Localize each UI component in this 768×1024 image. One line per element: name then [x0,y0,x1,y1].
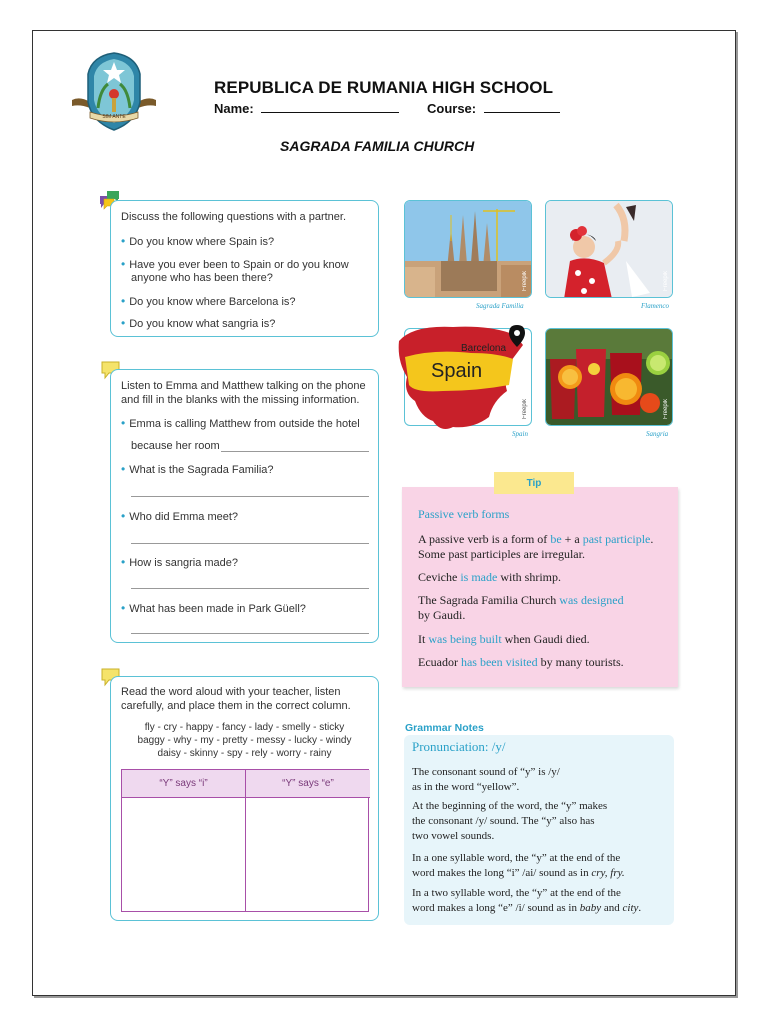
listening-question: • Who did Emma meet? [121,509,239,523]
caption-sagrada-familia: Sagrada Familia [476,302,524,310]
grammar-paragraph: The consonant sound of “y” is /y/ as in the word “yellow”. [412,766,560,793]
photo-flamenco [545,200,673,298]
listening-box [110,369,379,643]
photo-credit: Freepik [663,398,669,419]
listening-question: • Emma is calling Matthew from outside the hotel [121,416,360,430]
document-title: SAGRADA FAMILIA CHURCH [280,138,475,154]
discussion-box [110,200,379,337]
listening-question-continued: because her room [131,440,220,452]
pronunciation-instruction: Read the word aloud with your teacher, listen carefully, and place them in the correct column. [121,686,351,712]
tip-example: Ecuador has been visited by many tourists. [418,655,624,669]
discussion-question: • Do you know where Barcelona is? [121,294,296,308]
listening-question: • What has been made in Park Güell? [121,601,306,615]
tip-card [402,487,678,687]
listening-instruction: Listen to Emma and Matthew talking on the phone and fill in the blanks with the missing information. [121,380,366,406]
course-blank[interactable] [484,101,560,113]
school-logo-emblem [70,50,158,132]
grammar-notes-card [404,735,674,925]
photo-credit: Freepik [522,270,528,291]
spain-map-illustration [393,321,533,433]
grammar-paragraph: In a one syllable word, the “y” at the end of the word makes the long “i” /ai/ sound as in cry, fry. [412,852,625,879]
sagrada-familia-illustration [405,201,532,298]
caption-flamenco: Flamenco [641,302,669,310]
name-course-line [214,101,560,116]
tip-heading: Passive verb forms [418,507,510,521]
word-list: fly - cry - happy - fancy - lady - smelly - sticky baggy - why - my - pretty - messy - lucky - windy daisy - skinny - spy - rely - worry - rainy [137,722,352,759]
discussion-question: • Have you ever been to Spain or do you know [121,257,349,271]
listening-question: • What is the Sagrada Familia? [121,462,274,476]
answer-line[interactable] [221,451,369,452]
name-blank[interactable] [261,101,399,113]
school-name: REPUBLICA DE RUMANIA HIGH SCHOOL [214,78,554,97]
grammar-paragraph: At the beginning of the word, the “y” makes the consonant /y/ sound. The “y” also has two vowel sounds. [412,800,608,842]
tip-example: Ceviche is made with shrimp. [418,570,561,584]
photo-spain-map [404,328,532,426]
discussion-question: • Do you know what sangria is? [121,316,276,330]
caption-spain: Spain [512,430,528,438]
y-sound-table [121,769,369,912]
discussion-instruction: Discuss the following questions with a partner. [121,211,347,223]
answer-line[interactable] [131,543,369,544]
caption-sangria: Sangria [646,430,669,438]
sangria-illustration [546,329,673,426]
flamenco-dancer-illustration [546,201,673,298]
y-says-i-cell[interactable] [122,799,245,912]
pronunciation-box [110,676,379,921]
photo-credit: Freepik [663,270,669,291]
tip-label: Tip [494,472,574,494]
answer-line[interactable] [131,588,369,589]
grammar-notes-label: Grammar Notes [405,722,484,734]
map-city-label: Barcelona [461,343,507,354]
column-header-y-says-i: “Y” says “i” [122,770,245,798]
tip-rule: A passive verb is a form of be + a past participle. Some past participles are irregular. [418,532,654,561]
answer-line[interactable] [131,496,369,497]
listening-question: • How is sangria made? [121,555,239,569]
photo-sagrada-familia [404,200,532,298]
name-label: Name: [214,101,254,116]
column-header-y-says-e: “Y” says “e” [246,770,370,798]
tip-example: The Sagrada Familia Church was designed by Gaudi. [418,593,624,622]
photo-credit: Freepik [522,398,528,419]
tip-example: It was being built when Gaudi died. [418,632,590,646]
discussion-question: • Do you know where Spain is? [121,234,275,248]
logo-banner-text: SIM ANTE [102,114,126,120]
discussion-question-continued: anyone who has been there? [131,272,273,284]
y-says-e-cell[interactable] [246,799,369,912]
grammar-paragraph: In a two syllable word, the “y” at the end of the word makes a long “e” /i/ sound as in baby and city. [412,887,642,914]
answer-line[interactable] [131,633,369,634]
photo-sangria [545,328,673,426]
map-country-label: Spain [431,360,483,382]
grammar-heading: Pronunciation: /y/ [412,739,506,754]
course-label: Course: [427,101,477,116]
